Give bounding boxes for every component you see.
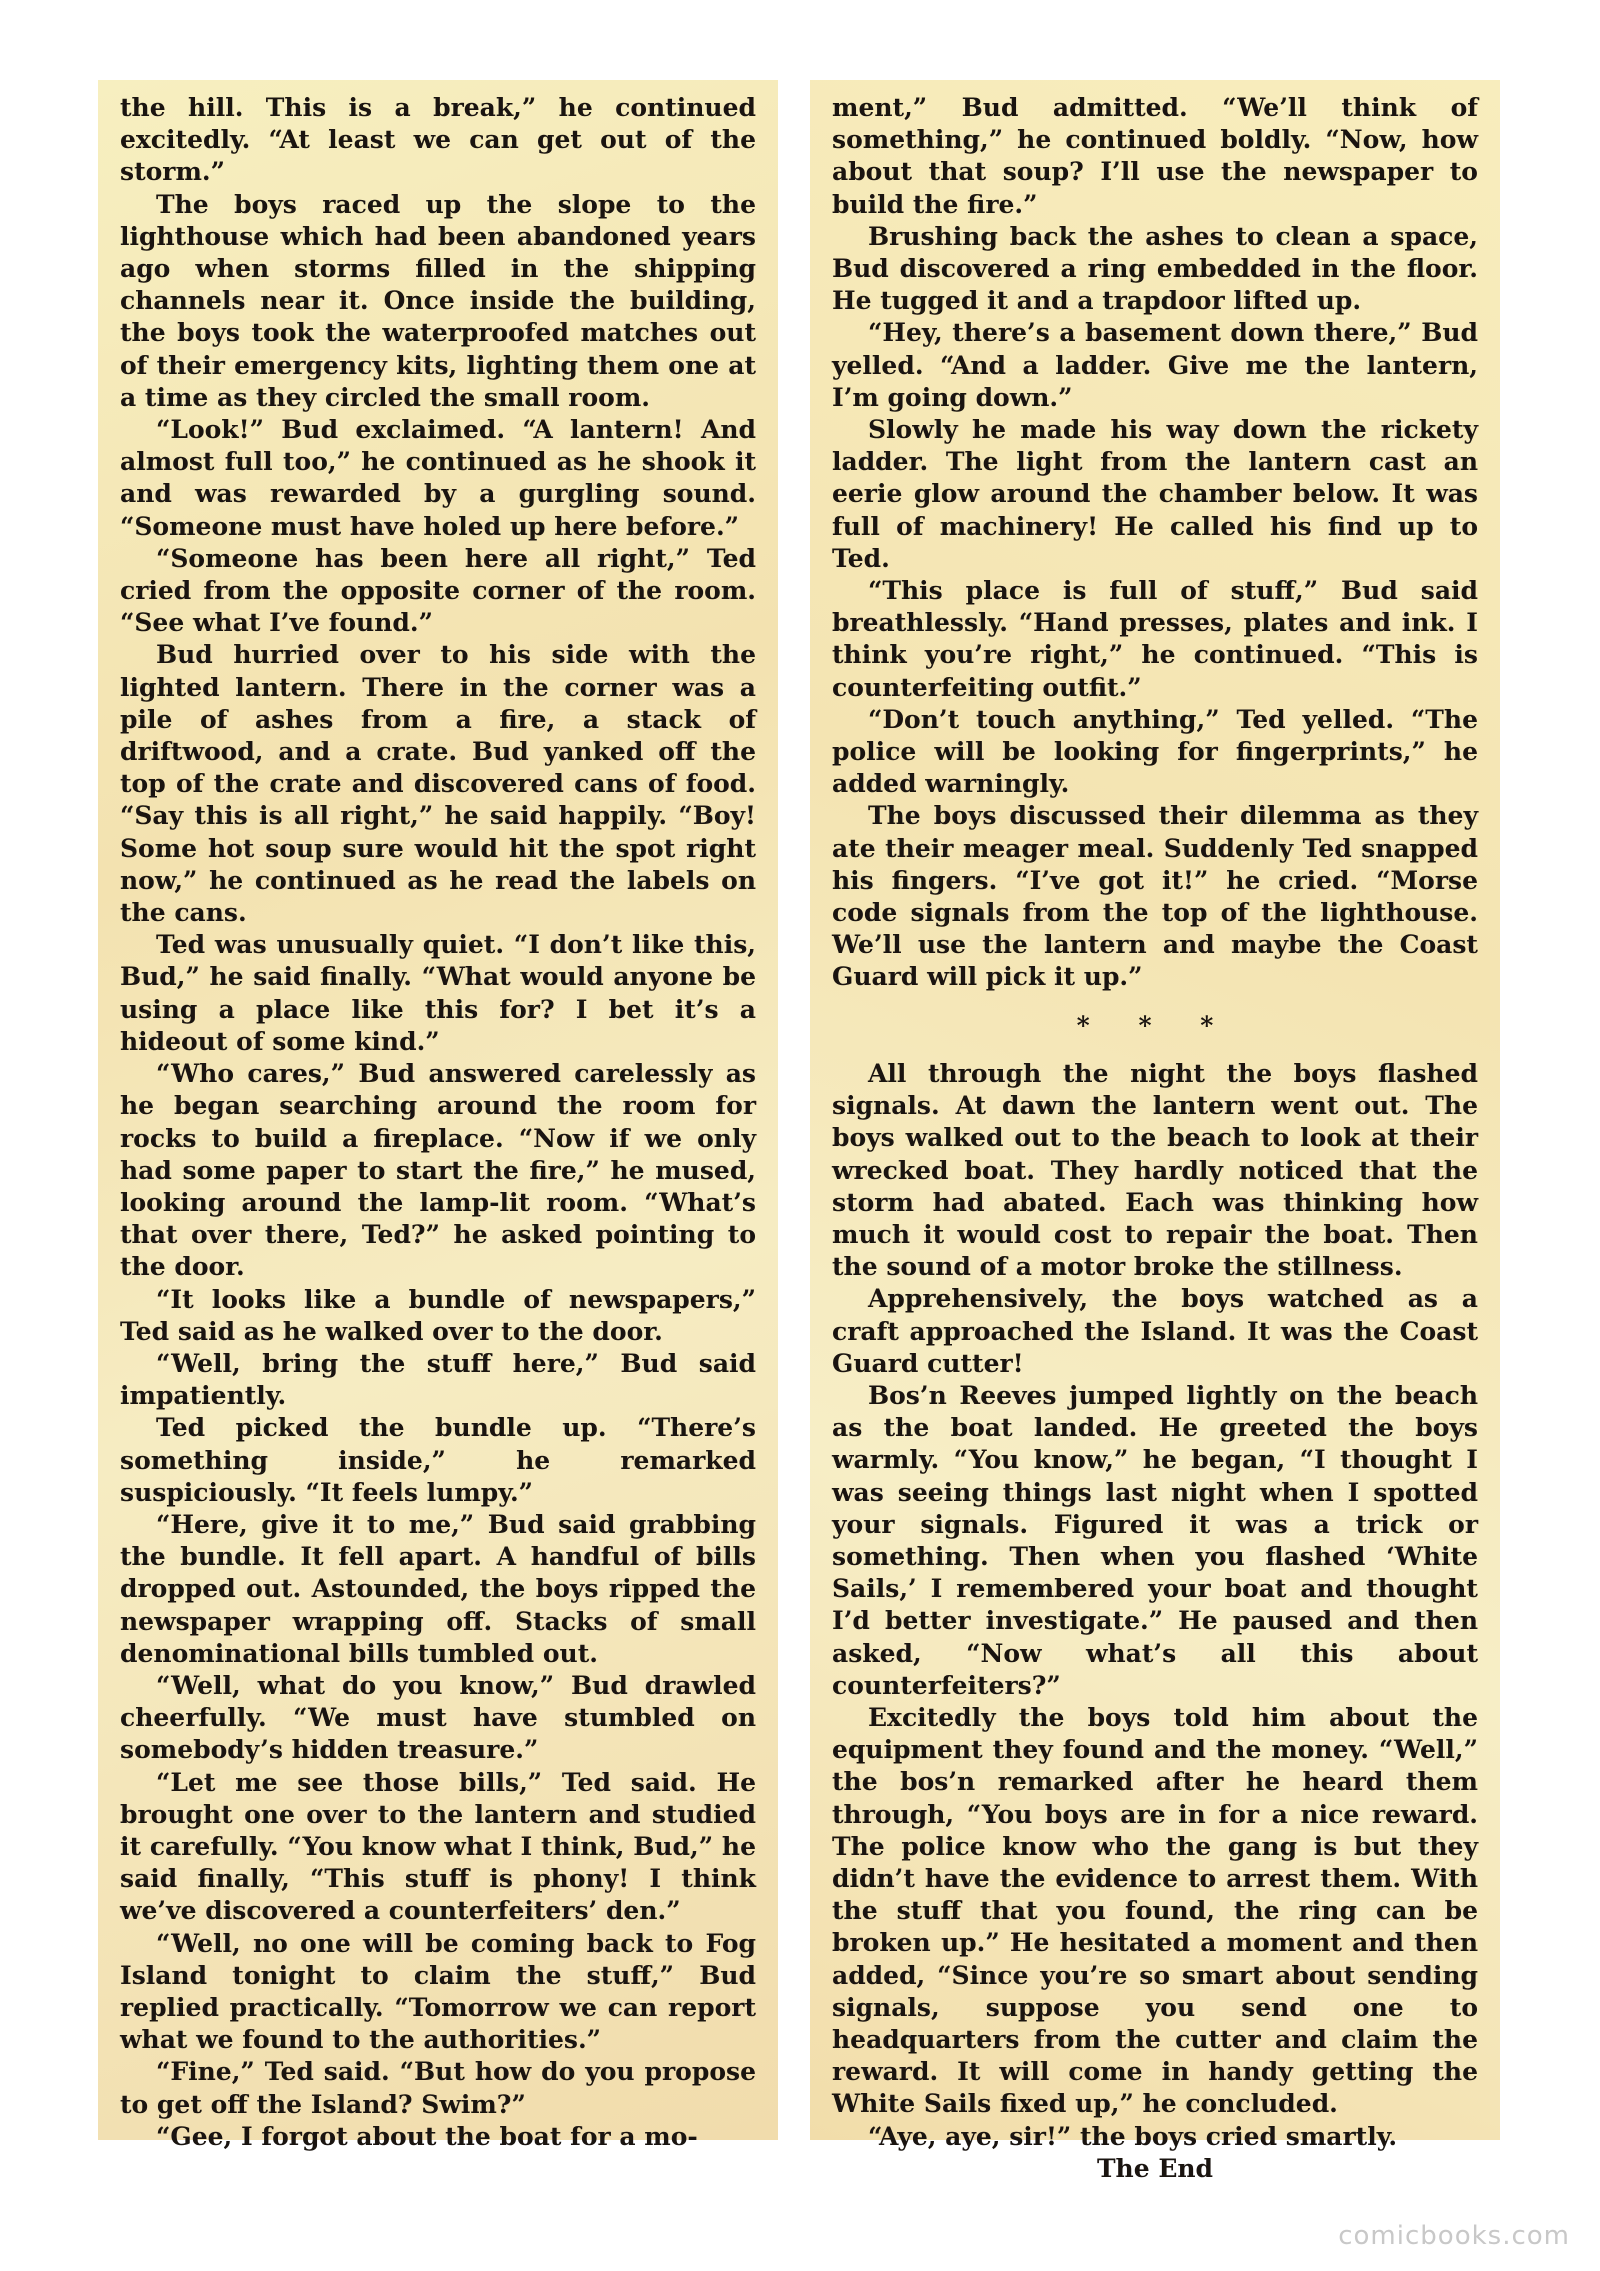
paragraph: “Look!” Bud exclaimed. “A lantern! And almost full too,” he continued as he shook it and was rewarded by a gurgling sound. “Someone must have holed up here before.” xyxy=(120,415,756,541)
paragraph: “Well, bring the stuff here,” Bud said impatiently. xyxy=(120,1348,756,1411)
paragraph: “Someone has been here all right,” Ted cried from the opposite corner of the room. “See what I’ve found.” xyxy=(120,543,756,638)
paragraph: Brushing back the ashes to clean a space, Bud discovered a ring embedded in the floor. He tugged it and a trapdoor lifted up. xyxy=(832,221,1478,316)
paragraph: The boys raced up the slope to the lighthouse which had been abandoned years ago when storms filled in the shipping channels near it. Once inside the building, the boys took the waterproofed matches out of their emergency kits, lighting them one at a time as they circled the small room. xyxy=(120,189,756,412)
right-text-column xyxy=(810,80,1500,2183)
paragraph: Bos’n Reeves jumped lightly on the beach as the boat landed. He greeted the boys warmly. “You know,” he began, “I thought I was seeing things last night when I spotted your signals. Figured it was a trick or something. Then when you flashed ‘White Sails,’ I remembered your boat and thought I’d better investigate.” He paused and then asked, “Now what’s all this about counterfeiters?” xyxy=(832,1380,1478,1700)
paragraph: ment,” Bud admitted. “We’ll think of something,” he continued boldly. “Now, how about that soup? I’ll use the newspaper to build the fire.” xyxy=(832,93,1478,219)
watermark: comicbooks.com xyxy=(1338,2221,1570,2251)
section-separator: * * * xyxy=(1076,1010,1234,1040)
paragraph: the hill. This is a break,” he continued excitedly. “At least we can get out of the storm.” xyxy=(120,93,756,187)
paragraph: “Gee, I forgot about the boat for a mo- xyxy=(156,2121,698,2151)
paragraph: “Who cares,” Bud answered carelessly as he began searching around the room for rocks to build a fireplace. “Now if we only had some paper to start the fire,” he mused, looking around the lamp-lit room. “What’s that over there, Ted?” he asked pointing to the door. xyxy=(120,1059,756,1282)
paragraph: “It looks like a bundle of newspapers,” Ted said as he walked over to the door. xyxy=(120,1284,756,1346)
left-text-column xyxy=(98,80,778,2151)
paragraph: “Here, give it to me,” Bud said grabbing the bundle. It fell apart. A handful of bills dropped out. Astounded, the boys ripped the newspaper wrapping off. Stacks of small denominational bills tumbled out. xyxy=(120,1509,756,1668)
paragraph: “Aye, aye, sir!” the boys cried smartly. xyxy=(868,2121,1398,2151)
paragraph: Ted picked the bundle up. “There’s something inside,” he remarked suspiciously. “It feels lumpy.” xyxy=(120,1413,756,1507)
paragraph: “Don’t touch anything,” Ted yelled. “The police will be looking for fingerprints,” he added warningly. xyxy=(832,704,1478,799)
paragraph: Apprehensively, the boys watched as a craft approached the Island. It was the Coast Guard cutter! xyxy=(832,1284,1478,1378)
paragraph: “This place is full of stuff,” Bud said breathlessly. “Hand presses, plates and ink. I think you’re right,” he continued. “This is counterfeiting outfit.” xyxy=(832,576,1478,702)
paragraph: Slowly he made his way down the rickety ladder. The light from the lantern cast an eerie glow around the chamber below. It was full of machinery! He called his find up to Ted. xyxy=(832,415,1478,573)
the-end-label: The End xyxy=(1096,2153,1214,2183)
paragraph: “Let me see those bills,” Ted said. He brought one over to the lantern and studied it carefully. “You know what I think, Bud,” he said finally, “This stuff is phony! I think we’ve discovered a counterfeiters’ den.” xyxy=(120,1767,756,1926)
paragraph: The boys discussed their dilemma as they ate their meager meal. Suddenly Ted snapped his fingers. “I’ve got it!” he cried. “Morse code signals from the top of the lighthouse. We’ll use the lantern and maybe the Coast Guard will pick it up.” xyxy=(832,801,1478,992)
paragraph: “Hey, there’s a basement down there,” Bud yelled. “And a ladder. Give me the lantern, I’m going down.” xyxy=(832,318,1478,412)
paragraph: Excitedly the boys told him about the equipment they found and the money. “Well,” the bos’n remarked after he heard them through, “You boys are in for a nice reward. The police know who the gang is but they didn’t have the evidence to arrest them. With the stuff that you found, the ring can be broken up.” He hesitated a moment and then added, “Since you’re so smart about sending signals, suppose you send one to headquarters from the cutter and claim the reward. It will come in handy getting the White Sails fixed up,” he concluded. xyxy=(832,1702,1478,2119)
paragraph: “Well, no one will be coming back to Fog Island tonight to claim the stuff,” Bud replied practically. “Tomorrow we can report what we found to the authorities.” xyxy=(120,1928,756,2055)
paragraph: “Well, what do you know,” Bud drawled cheerfully. “We must have stumbled on somebody’s hidden treasure.” xyxy=(120,1670,756,1765)
paragraph: All through the night the boys flashed signals. At dawn the lantern went out. The boys walked out to the beach to look at their wrecked boat. They hardly noticed that the storm had abated. Each was thinking how much it would cost to repair the boat. Then the sound of a motor broke the stillness. xyxy=(832,1058,1478,1282)
paragraph: “Fine,” Ted said. “But how do you propose to get off the Island? Swim?” xyxy=(120,2057,756,2119)
paragraph: Ted was unusually quiet. “I don’t like this, Bud,” he said finally. “What would anyone be using a place like this for? I bet it’s a hideout of some kind.” xyxy=(120,930,756,1056)
paragraph: Bud hurried over to his side with the lighted lantern. There in the corner was a pile of ashes from a fire, a stack of driftwood, and a crate. Bud yanked off the top of the crate and discovered cans of food. “Say this is all right,” he said happily. “Boy! Some hot soup sure would hit the spot right now,” he continued as he read the labels on the cans. xyxy=(120,640,756,928)
